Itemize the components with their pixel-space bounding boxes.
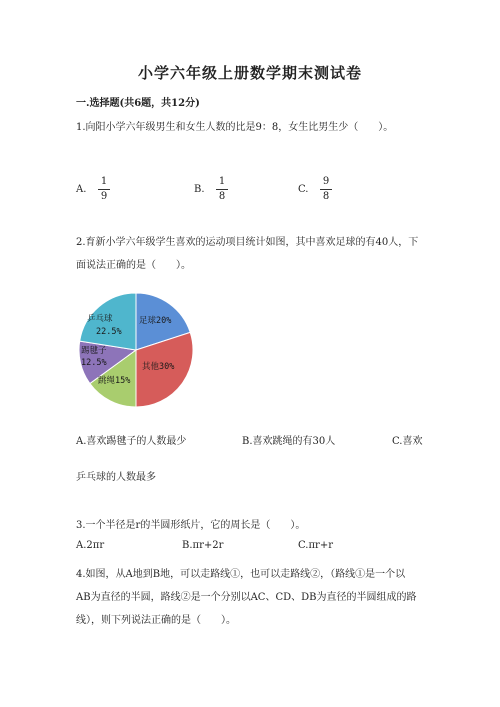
question-2-text-line2: 面说法正确的是（ ）。: [76, 260, 191, 271]
fraction-numerator: 9: [322, 176, 330, 187]
fraction-bar: [320, 189, 332, 190]
pie-label-pingpong: 乒乓球: [87, 314, 113, 324]
pie-label-jumprope: 跳绳15%: [98, 376, 131, 386]
pie-label-other: 其他30%: [142, 362, 175, 372]
pie-label-pingpong-pct: 22.5%: [96, 327, 122, 337]
q1-option-c-label: C.: [298, 184, 309, 195]
question-2-text-line1: 2.育新小学六年级学生喜欢的运动项目统计如图，其中喜欢足球的有40人，下: [76, 237, 419, 248]
fraction-denominator: 8: [322, 191, 330, 202]
question-3-text: 3.一个半径是r的半圆形纸片，它的周长是（ ）。: [76, 520, 306, 531]
question-4-text-line3: 线），则下列说法正确的是（ ）。: [76, 615, 236, 626]
question-1-text: 1.向阳小学六年级男生和女生人数的比是9：8，女生比男生少（ ）。: [76, 122, 394, 133]
pie-label-shuttlecock-pct: 12.5%: [81, 358, 107, 368]
pie-label-football: 足球20%: [139, 316, 172, 326]
q1-option-b-label: B.: [194, 184, 205, 195]
fraction-bar: [216, 189, 228, 190]
fraction-denominator: 8: [218, 191, 226, 202]
q2-option-c: C.喜欢: [392, 436, 423, 447]
q3-option-b: B.πr+2r: [182, 540, 224, 551]
fraction-numerator: 1: [218, 176, 226, 187]
q1-option-b-fraction: [216, 176, 228, 203]
section-heading: 一.选择题(共6题，共12分): [76, 98, 200, 109]
q1-option-a-fraction: [98, 176, 110, 203]
fraction-bar: [98, 189, 110, 190]
q2-option-b: B.喜欢跳绳的有30人: [242, 436, 336, 447]
fraction-denominator: 9: [100, 191, 108, 202]
q3-option-c: C.πr+r: [298, 540, 333, 551]
question-4-text-line2: AB为直径的半圆，路线②是一个分别以AC、CD、DB为直径的半圆组成的路: [76, 592, 417, 603]
sports-pie-chart: [76, 290, 196, 410]
q1-option-a-label: A.: [76, 184, 87, 195]
q2-option-a: A.喜欢踢毽子的人数最少: [76, 436, 187, 447]
page-title: 小学六年级上册数学期末测试卷: [137, 64, 362, 82]
question-4-text-line1: 4.如图，从A地到B地，可以走路线①，也可以走路线②，（路线①是一个以: [76, 569, 406, 580]
q2-option-c-continued: 乒乓球的人数最多: [76, 472, 156, 483]
pie-label-shuttlecock: 踢毽子: [81, 346, 107, 356]
q1-option-c-fraction: [320, 176, 332, 203]
q3-option-a: A.2πr: [76, 540, 105, 551]
fraction-numerator: 1: [100, 176, 108, 187]
